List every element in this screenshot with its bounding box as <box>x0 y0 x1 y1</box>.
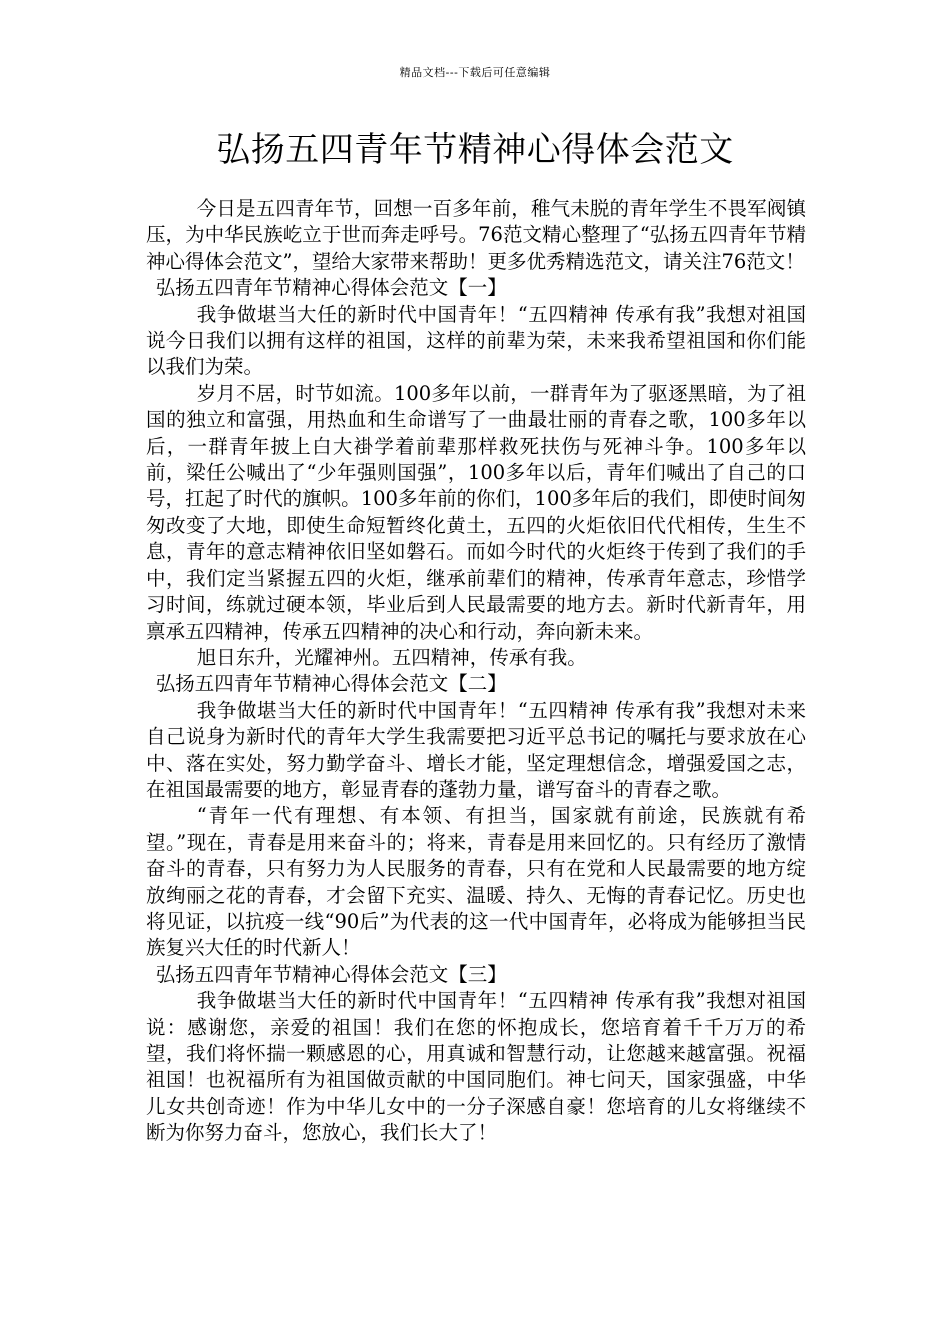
paragraph: 我争做堪当大任的新时代中国青年！“五四精神 传承有我”我想对未来自己说身为新时代的青年大学生我需要把习近平总书记的嘱托与要求放在心中、落在实处，努力勤学奋斗、增长才能，坚定理想信念，增强爱国之志，在祖国最需要的地方，彰显青春的蓬勃力量，谱写奋斗的青春之歌。 <box>146 698 806 801</box>
section-heading-2: 弘扬五四青年节精神心得体会范文【二】 <box>155 672 507 696</box>
document-title: 弘扬五四青年节精神心得体会范文 <box>216 130 734 170</box>
paragraph: 岁月不居，时节如流。100多年以前，一群青年为了驱逐黑暗，为了祖国的独立和富强，用热血和生命谱写了一曲最壮丽的青春之歌，100多年以后，一群青年披上白大褂学着前辈那样救死扶伤与死神斗争。100多年以前，梁任公喊出了“少年强则国强”，100多年以后，青年们喊出了自己的口号，扛起了时代的旗帜。100多年前的你们，100多年后的我们，即使时间匆匆改变了大地，即使生命短暂终化黄土，五四的火炬依旧代代相传，生生不息，青年的意志精神依旧坚如磐石。而如今时代的火炬终于传到了我们的手中，我们定当紧握五四的火炬，继承前辈们的精神，传承青年意志，珍惜学习时间，练就过硬本领，毕业后到人民最需要的地方去。新时代新青年，用禀承五四精神，传承五四精神的决心和行动，奔向新未来。 <box>146 381 806 643</box>
paragraph: “青年一代有理想、有本领、有担当，国家就有前途，民族就有希望。”现在，青春是用来奋斗的；将来，青春是用来回忆的。只有经历了激情奋斗的青春，只有努力为人民服务的青春，只有在党和人民最需要的地方绽放绚丽之花的青春，才会留下充实、温暖、持久、无悔的青春记忆。历史也将见证，以抗疫一线“90后”为代表的这一代中国青年，必将成为能够担当民族复兴大任的时代新人！ <box>146 804 806 960</box>
intro-paragraph: 今日是五四青年节，回想一百多年前，稚气未脱的青年学生不畏军阀镇压，为中华民族屹立于世而奔走呼号。76范文精心整理了“弘扬五四青年节精神心得体会范文”，望给大家带来帮助！更多优秀精选范文，请关注76范文！ <box>146 197 806 273</box>
paragraph: 旭日东升，光耀神州。五四精神，传承有我。 <box>196 645 587 669</box>
paragraph: 我争做堪当大任的新时代中国青年！“五四精神 传承有我”我想对祖国说：感谢您，亲爱的祖国！我们在您的怀抱成长，您培育着千千万万的希望，我们将怀揣一颗感恩的心，用真诚和智慧行动，让您越来越富强。祝福祖国！也祝福所有为祖国做贡献的中国同胞们。神七问天，国家强盛，中华儿女共创奇迹！作为中华儿女中的一分子深感自豪！您培育的儿女将继续不断为你努力奋斗，您放心，我们长大了！ <box>146 989 806 1145</box>
document-body <box>146 196 806 1147</box>
section-heading-3: 弘扬五四青年节精神心得体会范文【三】 <box>155 962 507 986</box>
section-heading-1: 弘扬五四青年节精神心得体会范文【一】 <box>155 276 507 300</box>
page-header: 精品文档---下载后可任意编辑 <box>399 66 551 79</box>
paragraph: 我争做堪当大任的新时代中国青年！“五四精神 传承有我”我想对祖国说今日我们以拥有这样的祖国，这样的前辈为荣，未来我希望祖国和你们能以我们为荣。 <box>146 302 806 379</box>
